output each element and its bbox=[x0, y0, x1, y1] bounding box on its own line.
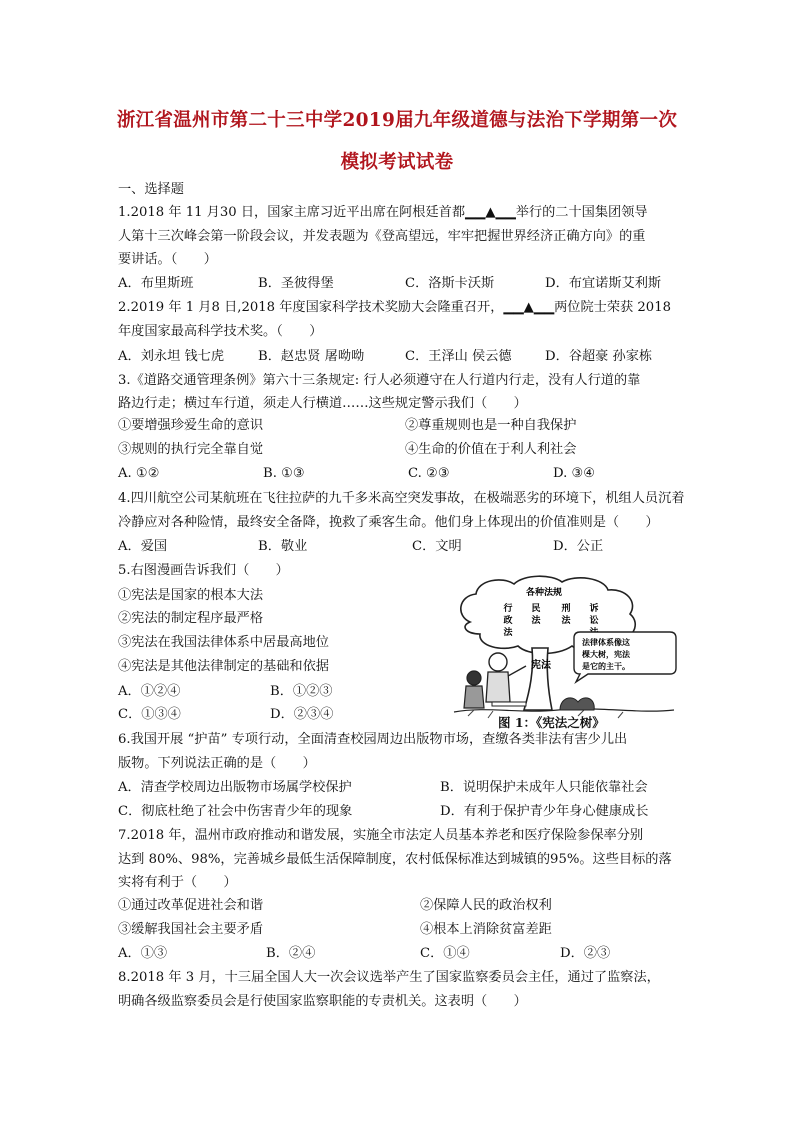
cloud-row2-col4: 讼 bbox=[589, 616, 599, 626]
question-3-item-3: ③规则的执行完全靠自觉 bbox=[118, 442, 264, 457]
question-3-item-1: ①要增强珍爱生命的意识 bbox=[118, 418, 264, 433]
speech-line-1: 法律体系像这 bbox=[582, 638, 630, 647]
cloud-title: 各种法规 bbox=[525, 588, 563, 598]
question-2-option-a: A．刘永坦 钱七虎 bbox=[118, 349, 225, 364]
question-6-option-b: B．说明保护未成年人只能依靠社会 bbox=[440, 780, 648, 795]
question-3-line-1: 3.《道路交通管理条例》第六十三条规定: 行人必须遵守在人行道内行走，没有人行道的靠 bbox=[118, 373, 641, 388]
question-4-option-d: D．公正 bbox=[553, 539, 604, 554]
cloud-row2-col1: 政 bbox=[503, 616, 513, 626]
question-5-line-1: 5.右图漫画告诉我们（ ） bbox=[118, 563, 289, 578]
question-7-line-2: 达到 80%、98%，完善城乡最低生活保障制度，农村低保标准达到城镇的95%。这些目标的落 bbox=[118, 852, 672, 867]
student-head bbox=[467, 671, 481, 685]
cloud-row1-col1: 行 bbox=[503, 604, 513, 614]
question-1-option-a: A．布里斯班 bbox=[118, 276, 194, 291]
constitution-tree-cartoon bbox=[448, 570, 680, 730]
question-6-option-d: D．有利于保护青少年身心健康成长 bbox=[440, 804, 649, 819]
cloud-row2-col3: 法 bbox=[561, 616, 571, 626]
question-7-item-2: ②保障人民的政治权利 bbox=[420, 898, 552, 913]
question-2-option-c: C．王泽山 侯云德 bbox=[405, 349, 512, 364]
question-7-item-3: ③缓解我国社会主要矛盾 bbox=[118, 922, 264, 937]
teacher-head bbox=[489, 653, 507, 671]
bench bbox=[492, 702, 526, 706]
cloud-row1-col4: 诉 bbox=[589, 604, 599, 614]
question-5-option-c: C．①③④ bbox=[118, 707, 181, 722]
question-7-item-1: ①通过改革促进社会和谐 bbox=[118, 898, 264, 913]
question-7-option-b: B．②④ bbox=[266, 946, 316, 961]
question-2-line-2: 年度国家最高科学技术奖。（ ） bbox=[118, 324, 323, 339]
question-1-line-1: 1.2018 年 11 月30 日，国家主席习近平出席在阿根廷首都▁▁▲▁▁举行的二十国集团领导 bbox=[118, 205, 648, 220]
question-3-item-2: ②尊重规则也是一种自我保护 bbox=[405, 418, 577, 433]
question-4-line-2: 冷静应对各种险情，最终安全备降，挽救了乘客生命。他们身上体现出的价值准则是（ ） bbox=[118, 515, 659, 530]
question-7-option-d: D．②③ bbox=[560, 946, 611, 961]
question-3-option-c: C. ②③ bbox=[408, 466, 450, 481]
question-6-line-1: 6.我国开展 “护苗” 专项行动，全面清查校园周边出版物市场，查缴各类非法有害少儿出 bbox=[118, 732, 628, 747]
student-body bbox=[464, 686, 484, 708]
question-5-option-a: A．①②④ bbox=[118, 684, 181, 699]
question-3-option-d: D. ③④ bbox=[553, 466, 596, 481]
question-5-option-d: D．②③④ bbox=[270, 707, 334, 722]
question-5-item-1: ①宪法是国家的根本大法 bbox=[118, 588, 264, 603]
question-3-option-b: B. ①③ bbox=[263, 466, 305, 481]
question-1-line-3: 要讲话。（ ） bbox=[118, 252, 217, 267]
cloud-row1-col3: 刑 bbox=[561, 604, 571, 614]
question-5-item-3: ③宪法在我国法律体系中居最高地位 bbox=[118, 635, 329, 650]
question-1-line-2: 人第十三次峰会第一阶段会议，并发表题为《登高望远，牢牢把握世界经济正确方向》的重 bbox=[118, 229, 646, 244]
question-6-option-c: C．彻底杜绝了社会中伤害青少年的现象 bbox=[118, 804, 353, 819]
question-4-line-1: 4.四川航空公司某航班在飞往拉萨的九千多米高空突发事故，在极端恶劣的环境下，机组人员沉着 bbox=[118, 491, 685, 506]
question-5-item-2: ②宪法的制定程序最严格 bbox=[118, 611, 264, 626]
exam-title-line2: 模拟考试试卷 bbox=[340, 152, 454, 173]
question-1-option-c: C．洛斯卡沃斯 bbox=[405, 276, 495, 291]
tree-trunk bbox=[524, 648, 552, 710]
cloud-row1-col2: 民 bbox=[531, 604, 541, 614]
question-3-line-2: 路边行走；横过车行道，须走人行横道……这些规定警示我们（ ） bbox=[118, 396, 527, 411]
question-2-line-1: 2.2019 年 1 月8 日,2018 年度国家科学技术奖励大会隆重召开，▁▁▲▁▁两位院士荣获 2018 bbox=[118, 300, 671, 315]
question-4-option-a: A．爱国 bbox=[118, 539, 168, 554]
question-8-line-2: 明确各级监察委员会是行使国家监察职能的专责机关。这表明（ ） bbox=[118, 994, 527, 1009]
question-6-line-2: 版物。下列说法正确的是（ ） bbox=[118, 756, 316, 771]
exam-title-line1: 浙江省温州市第二十三中学2019届九年级道德与法治下学期第一次 bbox=[116, 110, 678, 131]
teacher-pointing-arm bbox=[508, 666, 526, 676]
bush bbox=[560, 698, 594, 710]
figure-caption: 图 1：《宪法之树》 bbox=[498, 715, 605, 730]
question-5-option-b: B．①②③ bbox=[270, 684, 333, 699]
question-7-line-1: 7.2018 年，温州市政府推动和谐发展，实施全市法定人员基本养老和医疗保险参保率分别 bbox=[118, 828, 644, 843]
question-2-option-b: B．赵忠贤 屠呦呦 bbox=[258, 349, 365, 364]
question-8-line-1: 8.2018 年 3 月，十三届全国人大一次会议选举产生了国家监察委员会主任，通过了监察法， bbox=[118, 970, 660, 985]
question-7-line-3: 实将有利于（ ） bbox=[118, 875, 237, 890]
question-6-option-a: A．清查学校周边出版物市场属学校保护 bbox=[118, 780, 352, 795]
question-4-option-b: B．敬业 bbox=[258, 539, 308, 554]
question-5-item-4: ④宪法是其他法律制定的基础和依据 bbox=[118, 659, 329, 674]
question-1-option-d: D．布宜诺斯艾利斯 bbox=[545, 276, 662, 291]
trunk-label: 宪法 bbox=[531, 660, 551, 671]
question-1-option-b: B．圣彼得堡 bbox=[258, 276, 334, 291]
question-3-item-4: ④生命的价值在于利人利社会 bbox=[405, 442, 577, 457]
section-heading: 一、选择题 bbox=[118, 182, 184, 197]
question-3-option-a: A. ①② bbox=[118, 466, 160, 481]
question-4-option-c: C．文明 bbox=[412, 539, 462, 554]
question-7-option-c: C．①④ bbox=[420, 946, 470, 961]
question-7-option-a: A．①③ bbox=[118, 946, 168, 961]
question-2-option-d: D．谷超豪 孙家栋 bbox=[545, 349, 653, 364]
speech-line-2: 棵大树，宪法 bbox=[582, 650, 630, 659]
cloud-row2-col2: 法 bbox=[531, 616, 541, 626]
cloud-row3-col1: 法 bbox=[503, 628, 513, 638]
speech-line-3: 是它的主干。 bbox=[582, 662, 630, 671]
teacher-body bbox=[486, 672, 510, 702]
question-7-item-4: ④根本上消除贫富差距 bbox=[420, 922, 552, 937]
